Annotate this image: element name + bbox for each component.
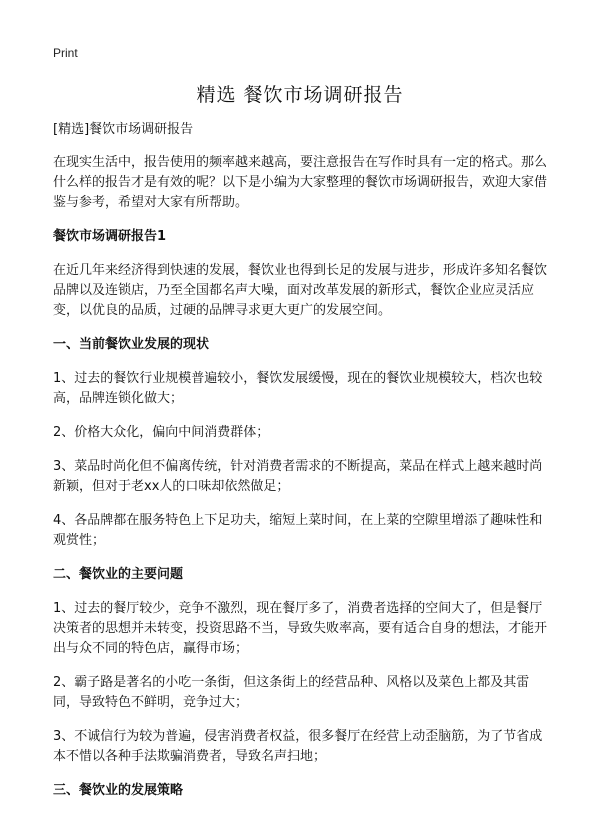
section2-heading: 二、餐饮业的主要问题 [53,567,184,582]
print-label: Print [53,46,78,60]
document-subtitle: [精选]餐饮市场调研报告 [53,122,194,137]
section1-heading: 一、当前餐饮业发展的现状 [53,337,210,352]
section1-item: 4、各品牌都在服务特色上下足功夫，缩短上菜时间，在上菜的空隙里增添了趣味性和观赏性； [53,513,543,548]
intro-paragraph: 在现实生活中，报告使用的频率越来越高，要注意报告在写作时具有一定的格式。那么什么样的报告才是有效的呢？以下是小编为大家整理的餐饮市场调研报告，欢迎大家借鉴与参考，希望对大家有所帮助。 [53,155,548,210]
page-title: 精选 餐饮市场调研报告 [196,84,404,106]
section2-item: 1、过去的餐厅较少，竞争不激烈，现在餐厅多了，消费者选择的空间大了，但是餐厅决策者的思想并未转变，投资思路不当，导致失败率高，要有适合自身的想法，才能开出与众不同的特色店，赢得市场； [53,601,548,656]
report-intro-paragraph: 在近几年来经济得到快速的发展，餐饮业也得到长足的发展与进步，形成许多知名餐饮品牌以及连锁店，乃至全国都名声大噪，面对改革发展的新形式，餐饮企业应灵活应变，以优良的品质，过硬的品牌寻求更大更广的发展空间。 [53,263,548,318]
section1-item: 2、价格大众化，偏向中间消费群体； [53,425,270,440]
section1-item: 3、菜品时尚化但不偏离传统，针对消费者需求的不断提高，菜品在样式上越来越时尚新颖，但对于老xx人的口味却依然做足； [53,459,543,494]
section1-item: 1、过去的餐饮行业规模普遍较小，餐饮发展缓慢，现在的餐饮业规模较大，档次也较高，品牌连锁化做大； [53,371,543,406]
section2-item: 2、霸子路是著名的小吃一条街，但这条街上的经营品种、风格以及菜色上都及其雷同，导致特色不鲜明，竞争过大； [53,675,530,710]
document-body [53,120,553,815]
section2-item: 3、不诚信行为较为普遍，侵害消费者权益，很多餐厅在经营上动歪脑筋，为了节省成本不惜以各种手法欺骗消费者，导致名声扫地； [53,729,543,764]
section3-heading: 三、餐饮业的发展策略 [53,783,184,798]
report-heading: 餐饮市场调研报告1 [53,229,167,244]
